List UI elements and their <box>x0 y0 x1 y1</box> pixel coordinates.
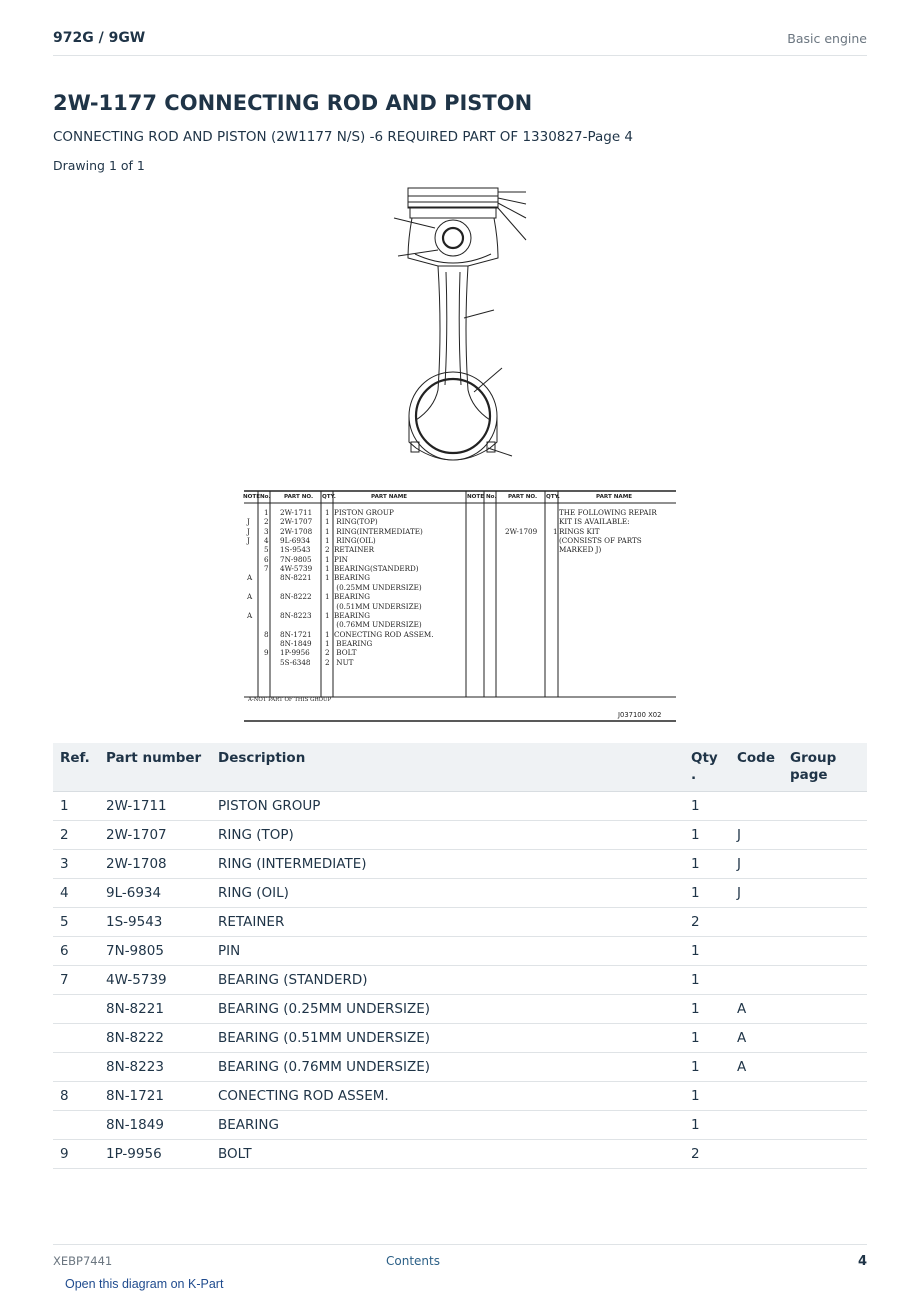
parts-table <box>53 743 867 1169</box>
drawing-code: J037100 X02 <box>618 711 662 719</box>
legend-cell-name: BOLT <box>334 648 357 658</box>
legend-cell-qty: 1 <box>325 564 330 574</box>
legend-header-part-name: PART NAME <box>371 494 408 500</box>
legend-cell-qty: 2 <box>325 657 330 667</box>
table-row <box>53 995 867 1024</box>
cell-qty: 1 <box>691 1059 700 1075</box>
header-model: 972G / 9GW <box>53 30 146 46</box>
kpart-diagram-link[interactable]: Open this diagram on K-Part <box>65 1277 224 1291</box>
cell-description: PIN <box>218 943 241 959</box>
cell-description: RETAINER <box>218 914 285 930</box>
repair-kit-line: THE FOLLOWING REPAIR <box>559 508 657 517</box>
legend-cell-name: (0.25MM UNDERSIZE) <box>334 582 422 592</box>
legend-cell-part: 1P-9956 <box>280 648 310 658</box>
legend-cell-name: BEARING(STANDERD) <box>334 564 419 574</box>
cell-description: BEARING (0.51MM UNDERSIZE) <box>218 1030 431 1046</box>
repair-kit-line: MARKED J) <box>559 545 602 554</box>
legend-header-note-2: NOTE <box>467 494 485 500</box>
legend-header-part-name-2: PART NAME <box>596 494 633 500</box>
cell-part-number: 8N-1721 <box>106 1088 164 1104</box>
table-body <box>53 792 867 1169</box>
legend-header-part-no-2: PART NO. <box>508 494 538 500</box>
legend-cell-qty: 1 <box>325 573 330 583</box>
legend-cell-part: 8N-1721 <box>280 629 312 639</box>
cell-qty: 1 <box>691 827 700 843</box>
cell-qty: 1 <box>691 972 700 988</box>
cell-qty: 2 <box>691 1146 700 1162</box>
legend-header-note: NOTE <box>243 494 261 500</box>
legend-cell-qty: 2 <box>325 648 330 658</box>
table-row <box>53 1053 867 1082</box>
table-row <box>53 1111 867 1140</box>
legend-cell-name: PISTON GROUP <box>334 508 394 517</box>
cell-ref: 7 <box>60 972 69 988</box>
cell-part-number: 2W-1711 <box>106 798 167 814</box>
legend-cell-no: 8 <box>264 629 269 639</box>
header-part-number: Part number <box>106 750 202 766</box>
legend-cell-name: BEARING <box>334 638 373 648</box>
table-row <box>53 966 867 995</box>
cell-part-number: 8N-8221 <box>106 1001 164 1017</box>
cell-description: RING (INTERMEDIATE) <box>218 856 367 872</box>
legend-cell-qty: 1 <box>325 526 330 536</box>
cell-ref: 4 <box>60 885 69 901</box>
table-row <box>53 1140 867 1169</box>
cell-ref: 1 <box>60 798 69 814</box>
legend-cell-qty: 1 <box>325 592 330 602</box>
legend-cell-part: 9L-6934 <box>280 536 311 546</box>
table-row <box>53 850 867 879</box>
legend-cell-qty: 1 <box>325 638 330 648</box>
cell-code: A <box>737 1059 747 1075</box>
header-description: Description <box>218 750 306 766</box>
legend-cell-no: 9 <box>264 648 269 658</box>
drawing-count: Drawing 1 of 1 <box>53 158 145 173</box>
cell-part-number: 8N-1849 <box>106 1117 164 1133</box>
table-row <box>53 792 867 821</box>
legend-cell-qty: 1 <box>325 610 330 620</box>
cell-ref: 8 <box>60 1088 69 1104</box>
page-subtitle: CONNECTING ROD AND PISTON (2W1177 N/S) -6 REQUIRED PART OF 1330827-Page 4 <box>53 129 634 145</box>
legend-cell-name: RETAINER <box>334 545 375 555</box>
cell-part-number: 1S-9543 <box>106 914 163 930</box>
header-code: Code <box>737 750 776 766</box>
cell-qty: 1 <box>691 885 700 901</box>
legend-cell-part: 7N-9805 <box>280 554 312 564</box>
cell-ref: 5 <box>60 914 69 930</box>
parts-diagram[interactable] <box>240 180 680 725</box>
legend-cell-no: 3 <box>264 526 269 536</box>
cell-qty: 1 <box>691 943 700 959</box>
cell-description: RING (OIL) <box>218 885 289 901</box>
cell-part-number: 2W-1708 <box>106 856 167 872</box>
legend-cell-note: J <box>247 526 250 536</box>
page-title: 2W-1177 CONNECTING ROD AND PISTON <box>53 91 533 115</box>
repair-kit-line: RINGS KIT <box>559 527 600 536</box>
table-row <box>53 1024 867 1053</box>
cell-qty: 1 <box>691 1088 700 1104</box>
legend-cell-no: 5 <box>264 545 269 555</box>
legend-cell-no: 4 <box>264 536 269 546</box>
legend-cell-name: BEARING <box>334 610 371 620</box>
header-ref: Ref. <box>60 750 90 766</box>
table-row <box>53 879 867 908</box>
cell-ref: 3 <box>60 856 69 872</box>
legend-cell-name: (0.51MM UNDERSIZE) <box>334 601 422 611</box>
cell-part-number: 2W-1707 <box>106 827 167 843</box>
legend-cell-qty: 1 <box>325 629 330 639</box>
legend-cell-part: 8N-1849 <box>280 638 312 648</box>
table-row <box>53 908 867 937</box>
legend-cell-part: 5S-6348 <box>280 657 311 667</box>
cell-ref: 6 <box>60 943 69 959</box>
legend-cell-part: 2W-1708 <box>280 526 313 536</box>
cell-description: PISTON GROUP <box>218 798 321 814</box>
cell-qty: 2 <box>691 914 700 930</box>
legend-cell-part: 8N-8222 <box>280 592 312 602</box>
cell-part-number: 7N-9805 <box>106 943 164 959</box>
legend-cell-name: NUT <box>334 657 354 667</box>
cell-qty: 1 <box>691 1001 700 1017</box>
table-header <box>53 743 867 792</box>
legend-cell-note: A <box>247 610 253 620</box>
repair-kit-line: (CONSISTS OF PARTS <box>559 536 642 545</box>
legend-cell-name: PIN <box>334 554 348 564</box>
legend-header-no: No. <box>260 494 271 500</box>
cell-description: BEARING (0.25MM UNDERSIZE) <box>218 1001 431 1017</box>
legend-cell-qty: 1 <box>325 517 330 527</box>
legend-footnote: A-NOT PART OF THIS GROUP <box>248 697 332 703</box>
legend-cell-note: J <box>247 517 250 527</box>
legend-header-qty-2: QTY. <box>546 494 560 500</box>
legend-cell-name: BEARING <box>334 592 371 602</box>
cell-code: J <box>737 885 741 901</box>
legend-cell-name: BEARING <box>334 573 371 583</box>
cell-code: J <box>737 827 741 843</box>
cell-code: A <box>737 1001 747 1017</box>
cell-part-number: 9L-6934 <box>106 885 162 901</box>
cell-part-number: 8N-8223 <box>106 1059 164 1075</box>
cell-description: BEARING (STANDERD) <box>218 972 368 988</box>
legend-cell-part: 2W-1711 <box>280 508 313 517</box>
repair-kit-part: 2W-1709 <box>505 527 538 536</box>
cell-qty: 1 <box>691 1030 700 1046</box>
legend-cell-part: 1S-9543 <box>280 545 311 555</box>
cell-part-number: 8N-8222 <box>106 1030 164 1046</box>
page-header <box>53 28 867 56</box>
table-row <box>53 1082 867 1111</box>
legend-cell-name: RING(OIL) <box>334 536 376 546</box>
legend-cell-name: RING(INTERMEDIATE) <box>334 526 423 536</box>
cell-description: RING (TOP) <box>218 827 294 843</box>
cell-part-number: 4W-5739 <box>106 972 167 988</box>
legend-cell-note: A <box>247 573 253 583</box>
table-row <box>53 937 867 966</box>
legend-cell-name: (0.76MM UNDERSIZE) <box>334 620 422 630</box>
legend-header-part-no: PART NO. <box>284 494 314 500</box>
legend-header-no-2: No. <box>486 494 497 500</box>
cell-ref: 2 <box>60 827 69 843</box>
page-footer <box>53 1244 867 1274</box>
legend-cell-part: 8N-8223 <box>280 610 312 620</box>
cell-description: BEARING <box>218 1117 279 1133</box>
legend-cell-note: J <box>247 536 250 546</box>
repair-kit-qty: 1 <box>553 527 558 536</box>
header-section: Basic engine <box>787 31 867 46</box>
header-qty: Qty . <box>691 750 718 783</box>
legend-cell-name: RING(TOP) <box>334 517 378 527</box>
cell-qty: 1 <box>691 798 700 814</box>
legend-cell-no: 1 <box>264 508 269 517</box>
cell-qty: 1 <box>691 856 700 872</box>
legend-cell-note: A <box>247 592 253 602</box>
legend-header-qty: QTY. <box>322 494 336 500</box>
legend-cell-qty: 1 <box>325 508 330 517</box>
legend-cell-qty: 1 <box>325 554 330 564</box>
legend-cell-qty: 2 <box>325 545 330 555</box>
legend-cell-no: 7 <box>264 564 269 574</box>
cell-description: CONECTING ROD ASSEM. <box>218 1088 389 1104</box>
legend-cell-part: 4W-5739 <box>280 564 313 574</box>
legend-cell-name: CONECTING ROD ASSEM. <box>334 629 434 639</box>
page-number: 4 <box>857 1254 867 1269</box>
legend-cell-no: 2 <box>264 517 269 527</box>
footer-doc-id: XEBP7441 <box>53 1254 113 1268</box>
cell-description: BEARING (0.76MM UNDERSIZE) <box>218 1059 431 1075</box>
cell-description: BOLT <box>218 1146 252 1162</box>
cell-ref: 9 <box>60 1146 69 1162</box>
legend-cell-part: 8N-8221 <box>280 573 312 583</box>
cell-qty: 1 <box>691 1117 700 1133</box>
legend-cell-qty: 1 <box>325 536 330 546</box>
repair-kit-line: KIT IS AVAILABLE: <box>559 517 630 526</box>
legend-cell-no: 6 <box>264 554 269 564</box>
header-group-page: Group page <box>790 750 837 783</box>
table-row <box>53 821 867 850</box>
cell-code: A <box>737 1030 747 1046</box>
legend-cell-part: 2W-1707 <box>280 517 313 527</box>
contents-link[interactable]: Contents <box>386 1254 440 1268</box>
cell-code: J <box>737 856 741 872</box>
cell-part-number: 1P-9956 <box>106 1146 162 1162</box>
